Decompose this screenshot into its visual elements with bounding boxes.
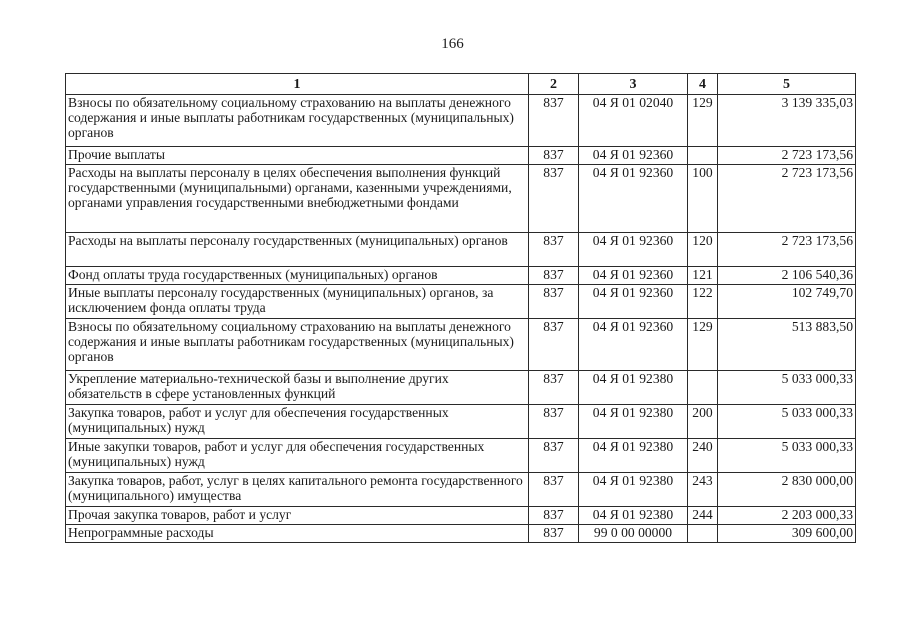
row-name: Закупка товаров, работ и услуг для обеспечения государственных (муниципальных) нужд bbox=[66, 405, 529, 439]
table-row bbox=[66, 147, 856, 165]
table-row bbox=[66, 525, 856, 543]
table-header bbox=[66, 74, 856, 95]
row-amount: 5 033 000,33 bbox=[718, 439, 856, 473]
row-amount: 2 830 000,00 bbox=[718, 473, 856, 507]
row-ved: 837 bbox=[529, 405, 579, 439]
row-ved: 837 bbox=[529, 371, 579, 405]
row-amount: 309 600,00 bbox=[718, 525, 856, 543]
table-row bbox=[66, 95, 856, 147]
row-amount: 102 749,70 bbox=[718, 285, 856, 319]
row-vr: 240 bbox=[688, 439, 718, 473]
page-number: 166 bbox=[441, 36, 464, 52]
row-csr: 04 Я 01 92380 bbox=[579, 507, 688, 525]
row-name: Взносы по обязательному социальному страхованию на выплаты денежного содержания и иные выплаты работникам государственных (муниципальных) органов bbox=[66, 95, 529, 147]
row-csr: 04 Я 01 92360 bbox=[579, 319, 688, 371]
row-csr: 04 Я 01 92360 bbox=[579, 165, 688, 233]
row-name: Непрограммные расходы bbox=[66, 525, 529, 543]
table-row bbox=[66, 165, 856, 233]
row-name: Иные закупки товаров, работ и услуг для обеспечения государственных (муниципальных) нужд bbox=[66, 439, 529, 473]
header-col-4: 4 bbox=[688, 74, 718, 95]
header-row bbox=[66, 74, 856, 95]
row-vr: 120 bbox=[688, 233, 718, 267]
row-name: Расходы на выплаты персоналу в целях обеспечения выполнения функций государственными (муниципальными) органами, казенными учреждениями, органами управления государственными внебюджетными фондами bbox=[66, 165, 529, 233]
table-row bbox=[66, 285, 856, 319]
row-csr: 04 Я 01 92360 bbox=[579, 233, 688, 267]
row-csr: 04 Я 01 92380 bbox=[579, 371, 688, 405]
row-vr: 122 bbox=[688, 285, 718, 319]
table-row bbox=[66, 267, 856, 285]
row-csr: 04 Я 01 92380 bbox=[579, 405, 688, 439]
row-amount: 2 723 173,56 bbox=[718, 233, 856, 267]
row-ved: 837 bbox=[529, 267, 579, 285]
row-csr: 04 Я 01 02040 bbox=[579, 95, 688, 147]
row-vr: 121 bbox=[688, 267, 718, 285]
row-csr: 04 Я 01 92360 bbox=[579, 267, 688, 285]
row-amount: 513 883,50 bbox=[718, 319, 856, 371]
row-name: Прочие выплаты bbox=[66, 147, 529, 165]
header-col-2: 2 bbox=[529, 74, 579, 95]
row-name: Расходы на выплаты персоналу государственных (муниципальных) органов bbox=[66, 233, 529, 267]
row-csr: 04 Я 01 92380 bbox=[579, 473, 688, 507]
row-name: Иные выплаты персоналу государственных (муниципальных) органов, за исключением фонда оплаты труда bbox=[66, 285, 529, 319]
row-ved: 837 bbox=[529, 525, 579, 543]
row-vr bbox=[688, 525, 718, 543]
row-amount: 2 723 173,56 bbox=[718, 165, 856, 233]
row-csr: 99 0 00 00000 bbox=[579, 525, 688, 543]
row-vr bbox=[688, 147, 718, 165]
row-name: Закупка товаров, работ, услуг в целях капитального ремонта государственного (муниципального) имущества bbox=[66, 473, 529, 507]
row-vr: 200 bbox=[688, 405, 718, 439]
table-row bbox=[66, 405, 856, 439]
table-row bbox=[66, 319, 856, 371]
table-body bbox=[66, 95, 856, 543]
row-ved: 837 bbox=[529, 319, 579, 371]
row-csr: 04 Я 01 92360 bbox=[579, 147, 688, 165]
row-vr: 100 bbox=[688, 165, 718, 233]
table-row bbox=[66, 507, 856, 525]
header-col-5: 5 bbox=[718, 74, 856, 95]
row-ved: 837 bbox=[529, 507, 579, 525]
row-name: Взносы по обязательному социальному страхованию на выплаты денежного содержания и иные выплаты работникам государственных (муниципальных) органов bbox=[66, 319, 529, 371]
table-row bbox=[66, 233, 856, 267]
row-vr bbox=[688, 371, 718, 405]
row-name: Фонд оплаты труда государственных (муниципальных) органов bbox=[66, 267, 529, 285]
row-ved: 837 bbox=[529, 233, 579, 267]
header-col-3: 3 bbox=[579, 74, 688, 95]
row-name: Укрепление материально-технической базы и выполнение других обязательств в сфере установленных функций bbox=[66, 371, 529, 405]
row-ved: 837 bbox=[529, 95, 579, 147]
row-amount: 5 033 000,33 bbox=[718, 405, 856, 439]
table-row bbox=[66, 371, 856, 405]
row-amount: 5 033 000,33 bbox=[718, 371, 856, 405]
row-ved: 837 bbox=[529, 165, 579, 233]
row-ved: 837 bbox=[529, 473, 579, 507]
row-csr: 04 Я 01 92380 bbox=[579, 439, 688, 473]
row-amount: 3 139 335,03 bbox=[718, 95, 856, 147]
row-name: Прочая закупка товаров, работ и услуг bbox=[66, 507, 529, 525]
row-amount: 2 723 173,56 bbox=[718, 147, 856, 165]
row-amount: 2 203 000,33 bbox=[718, 507, 856, 525]
table-row bbox=[66, 473, 856, 507]
row-vr: 129 bbox=[688, 319, 718, 371]
row-vr: 129 bbox=[688, 95, 718, 147]
row-csr: 04 Я 01 92360 bbox=[579, 285, 688, 319]
row-ved: 837 bbox=[529, 285, 579, 319]
row-ved: 837 bbox=[529, 439, 579, 473]
row-amount: 2 106 540,36 bbox=[718, 267, 856, 285]
row-ved: 837 bbox=[529, 147, 579, 165]
table-row bbox=[66, 439, 856, 473]
row-vr: 244 bbox=[688, 507, 718, 525]
row-vr: 243 bbox=[688, 473, 718, 507]
budget-table bbox=[65, 73, 856, 543]
header-col-1: 1 bbox=[66, 74, 529, 95]
